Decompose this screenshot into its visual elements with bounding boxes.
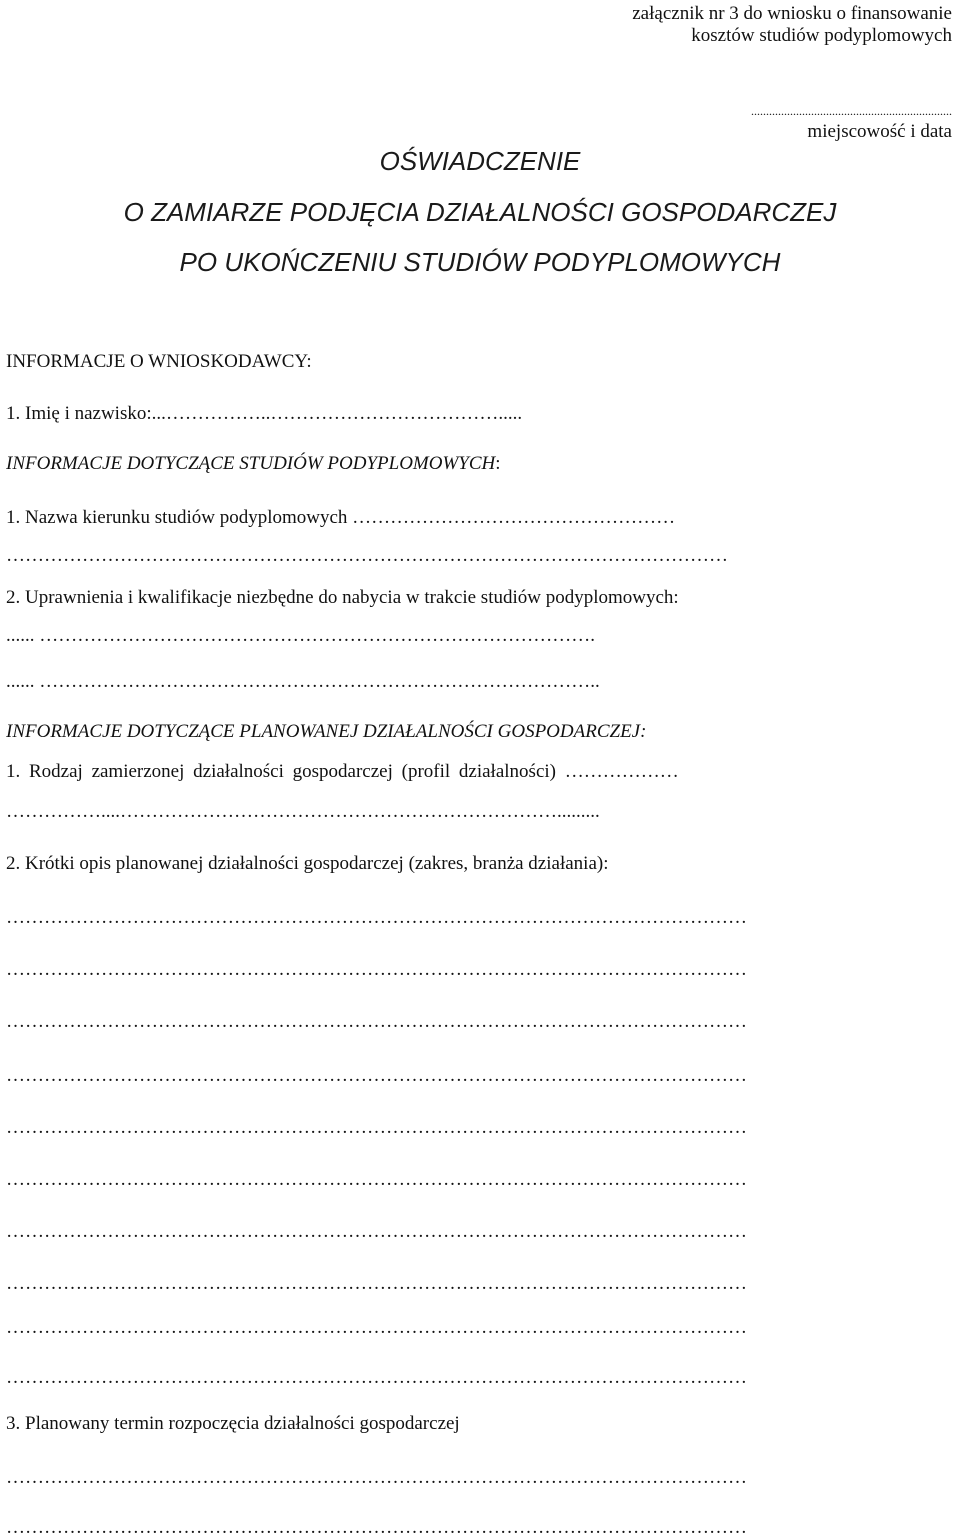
business-description-line[interactable]: ………………………………………………………………………………………………………	[6, 1011, 747, 1032]
studies-qualifications-fill-2[interactable]: ...... ……………………………………………………………………………..	[6, 671, 600, 692]
business-section-heading: INFORMACJE DOTYCZĄCE PLANOWANEJ DZIAŁALNOŚCI GOSPODARCZEJ:	[6, 721, 647, 742]
applicant-name-field[interactable]	[6, 402, 952, 426]
business-type-field[interactable]	[6, 760, 952, 784]
studies-qualifications-fill-1[interactable]: ...... …………………………………………………………………………….	[6, 625, 595, 646]
studies-qualifications-label: 2. Uprawnienia i kwalifikacje niezbędne do nabycia w trakcie studiów podyplomowych:	[6, 587, 679, 608]
document-subtitle-line2: PO UKOŃCZENIU STUDIÓW PODYPLOMOWYCH	[179, 247, 781, 277]
business-description-line[interactable]: ………………………………………………………………………………………………………	[6, 1117, 747, 1138]
studies-heading-colon: :	[495, 453, 501, 474]
studies-section-heading	[6, 452, 952, 476]
applicant-section-heading: INFORMACJE O WNIOSKODAWCY:	[6, 351, 312, 372]
business-description-line[interactable]: ………………………………………………………………………………………………………	[6, 1273, 747, 1294]
business-type-fill-line[interactable]: ……………....…………………………………………………………….........	[6, 801, 600, 822]
studies-field-name[interactable]	[6, 506, 952, 530]
business-description-line[interactable]: ………………………………………………………………………………………………………	[6, 1317, 747, 1338]
business-description-line[interactable]: ………………………………………………………………………………………………………	[6, 1169, 747, 1190]
business-description-line[interactable]: ………………………………………………………………………………………………………	[6, 907, 747, 928]
business-start-date-label: 3. Planowany termin rozpoczęcia działalności gospodarczej	[6, 1413, 460, 1434]
business-description-label: 2. Krótki opis planowanej działalności gospodarczej (zakres, branża działania):	[6, 853, 609, 874]
business-description-line[interactable]: ………………………………………………………………………………………………………	[6, 959, 747, 980]
applicant-name-label: 1. Imię i nazwisko:	[6, 403, 152, 424]
business-description-line[interactable]: ………………………………………………………………………………………………………	[6, 1367, 747, 1388]
date-label: miejscowość i data	[807, 121, 952, 142]
annex-note-line2: kosztów studiów podyplomowych	[691, 25, 952, 46]
annex-note-line1: załącznik nr 3 do wniosku o finansowanie	[632, 3, 952, 24]
business-description-line[interactable]: ………………………………………………………………………………………………………	[6, 1221, 747, 1242]
studies-field-fill-line[interactable]: ……………………………………………………………………………………………………	[6, 545, 728, 566]
date-placeholder-dots: ...................................................................	[751, 104, 952, 118]
studies-field-label: 1. Nazwa kierunku studiów podyplomowych	[6, 507, 348, 528]
business-description-line[interactable]: ………………………………………………………………………………………………………	[6, 1065, 747, 1086]
document-title: OŚWIADCZENIE	[379, 146, 581, 176]
studies-heading-text: INFORMACJE DOTYCZĄCE STUDIÓW PODYPLOMOWYCH	[6, 453, 496, 474]
business-start-date-line[interactable]: ………………………………………………………………………………………………………	[6, 1517, 747, 1538]
business-type-fill: ………………	[564, 761, 679, 782]
studies-field-fill: ……………………………………………	[347, 507, 676, 528]
document-subtitle-line1: O ZAMIARZE PODJĘCIA DZIAŁALNOŚCI GOSPODARCZEJ	[123, 197, 837, 227]
applicant-name-fill: ...……………..……………………………….....	[151, 403, 523, 424]
business-start-date-line[interactable]: ………………………………………………………………………………………………………	[6, 1467, 747, 1488]
business-type-label: 1. Rodzaj zamierzonej działalności gospodarczej (profil działalności)	[6, 761, 556, 782]
